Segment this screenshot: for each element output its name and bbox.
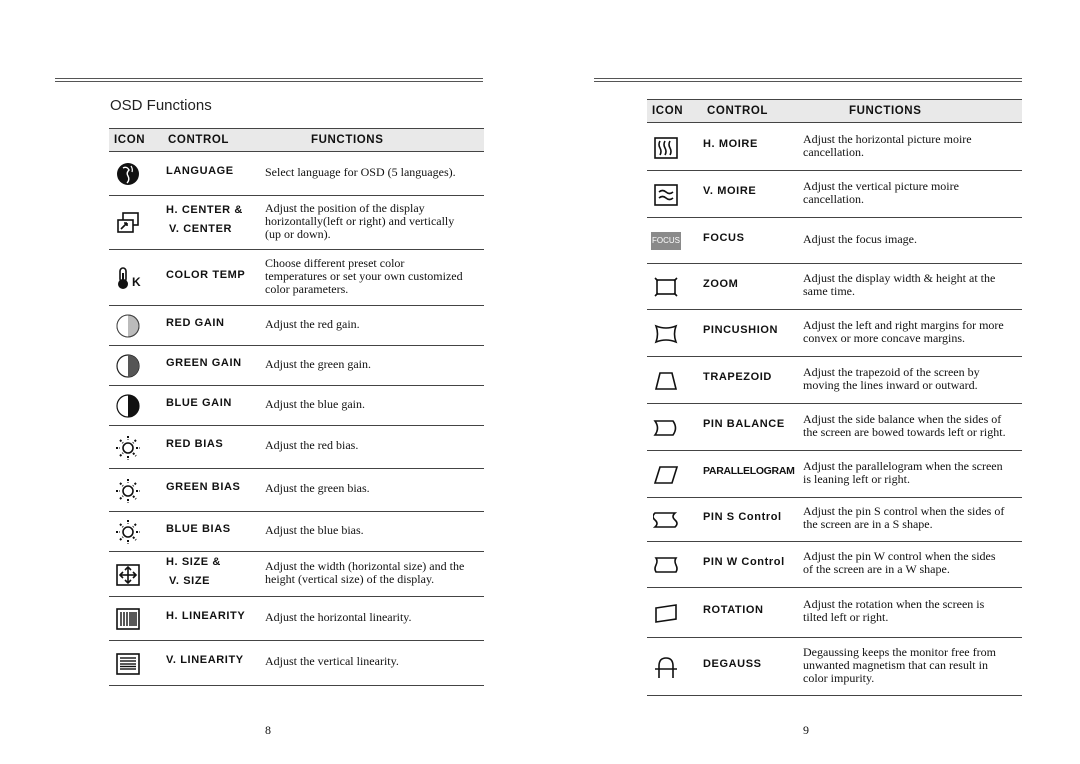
control-label: [166, 162, 234, 181]
table-row-h-linearity: [109, 597, 484, 641]
table-row-h-size: [109, 552, 484, 597]
page-number-right: 9: [803, 723, 809, 737]
function-line: tilted left or right.: [803, 610, 889, 624]
function-line: horizontally(left or right) and vertically: [265, 213, 455, 228]
function-description: [265, 166, 456, 179]
pin-balance-icon: [653, 415, 679, 441]
function-line: temperatures or set your own customized: [265, 268, 463, 283]
control-label-line: GREEN GAIN: [166, 356, 242, 369]
left-top-rule: [55, 78, 483, 82]
function-line: is leaning left or right.: [803, 471, 910, 486]
table-row-language: [109, 152, 484, 196]
function-line: Adjust the vertical linearity.: [265, 654, 399, 668]
function-description: [265, 655, 399, 668]
green-gain-icon: [115, 353, 141, 379]
function-line: Adjust the blue bias.: [265, 522, 364, 537]
blue-gain-icon: [115, 393, 141, 419]
table-row-h-moire: [647, 124, 1022, 171]
control-label-line: GREEN BIAS: [166, 481, 241, 493]
control-label-line: H. MOIRE: [703, 138, 758, 150]
control-label: [166, 478, 240, 497]
control-label: [703, 275, 738, 294]
control-label: [703, 655, 762, 674]
table-row-h-center: [109, 196, 484, 250]
parallelogram-icon: [653, 462, 679, 488]
center-icon: [115, 210, 141, 236]
function-description: [803, 366, 980, 392]
function-description: [803, 180, 959, 206]
control-label-line: FOCUS: [703, 231, 745, 244]
control-label: [703, 553, 785, 572]
zoom-icon: [653, 274, 679, 300]
function-line: Adjust the position of the display: [265, 200, 425, 215]
control-label-line: BLUE GAIN: [166, 396, 232, 409]
function-line: Adjust the red bias.: [265, 438, 359, 452]
table-row-zoom: [647, 264, 1022, 310]
control-label-line: H. CENTER &: [166, 204, 243, 216]
function-line: of the screen are in a W shape.: [803, 562, 950, 576]
function-line: Adjust the red gain.: [265, 316, 360, 331]
function-description: [265, 611, 412, 624]
v-moire-icon: [653, 182, 679, 208]
control-label-line: RED GAIN: [166, 316, 225, 329]
header-icon: ICON: [652, 105, 684, 117]
function-line: Adjust the horizontal linearity.: [265, 609, 412, 624]
pincushion-icon: [653, 321, 679, 347]
blue-bias-icon: [115, 519, 141, 545]
right-table-header: [647, 99, 1022, 123]
function-line: Adjust the pin S control when the sides of: [803, 504, 1005, 518]
red-gain-icon: [115, 313, 141, 339]
function-line: height (vertical size) of the display.: [265, 571, 435, 586]
svg-text:K: K: [132, 275, 141, 289]
function-description: [803, 505, 1004, 531]
table-row-pincushion: [647, 310, 1022, 357]
table-row-red-gain: [109, 306, 484, 346]
control-label: [703, 601, 764, 620]
table-row-green-gain: [109, 346, 484, 386]
table-row-parallelogram: [647, 451, 1022, 498]
size-icon: [115, 562, 141, 588]
function-line: Adjust the left and right margins for more: [803, 317, 1004, 332]
green-bias-icon: [115, 478, 141, 504]
control-label: [166, 201, 243, 239]
function-description: [265, 202, 454, 241]
function-line: Adjust the focus image.: [803, 231, 917, 246]
color-temp-icon: [115, 265, 141, 291]
left-table-header: [109, 128, 484, 152]
table-row-green-bias: [109, 469, 484, 512]
pin-w-icon: [653, 552, 679, 578]
control-label: [166, 553, 221, 591]
control-label-line: ZOOM: [703, 277, 739, 290]
control-label-line: RED BIAS: [166, 438, 224, 450]
table-row-red-bias: [109, 426, 484, 469]
header-functions: FUNCTIONS: [311, 134, 384, 146]
control-label-line: TRAPEZOID: [703, 371, 772, 383]
control-label: [166, 394, 232, 413]
header-control: CONTROL: [707, 105, 769, 117]
control-label-line: V. MOIRE: [703, 185, 757, 197]
red-bias-icon: [115, 435, 141, 461]
function-description: [803, 319, 1004, 345]
function-line: Adjust the rotation when the screen is: [803, 597, 985, 611]
control-label: [703, 182, 756, 201]
control-label-line: V. CENTER: [169, 223, 233, 235]
control-label: [166, 651, 244, 670]
control-label-line: COLOR TEMP: [166, 268, 246, 281]
function-description: [265, 482, 370, 495]
function-line: Adjust the trapezoid of the screen by: [803, 364, 980, 379]
degauss-icon: [653, 654, 679, 680]
function-description: [265, 318, 360, 331]
function-line: same time.: [803, 284, 855, 298]
function-line: the screen are bowed towards left or right.: [803, 424, 1006, 439]
function-line: Adjust the display width & height at the: [803, 271, 996, 285]
header-icon: ICON: [114, 134, 146, 146]
function-line: (up or down).: [265, 226, 331, 241]
table-row-pin-balance: [647, 404, 1022, 451]
control-label: [703, 462, 795, 481]
function-line: convex or more concave margins.: [803, 330, 966, 345]
v-linearity-icon: [115, 651, 141, 677]
control-label: [166, 266, 245, 285]
function-line: the screen are in a S shape.: [803, 517, 933, 531]
table-row-trapezoid: [647, 357, 1022, 404]
control-label: [703, 368, 772, 387]
control-label-line: PINCUSHION: [703, 324, 779, 336]
globe-icon: [115, 161, 141, 187]
focus-icon: FOCUS: [651, 232, 681, 250]
control-label-line: PARALLELOGRAM: [703, 465, 795, 477]
control-label-line: LANGUAGE: [166, 164, 234, 177]
table-row-rotation: [647, 588, 1022, 638]
control-label-line: PIN BALANCE: [703, 418, 785, 430]
header-functions: FUNCTIONS: [849, 105, 922, 117]
function-description: [803, 413, 1006, 439]
function-description: [803, 233, 917, 246]
control-label-line: PIN S Control: [703, 510, 782, 523]
function-line: Adjust the horizontal picture moire: [803, 131, 972, 146]
function-description: [265, 358, 371, 371]
table-row-pin-w-control: [647, 542, 1022, 588]
function-line: color impurity.: [803, 670, 875, 685]
function-description: [265, 398, 365, 411]
function-description: [803, 550, 996, 576]
function-line: Adjust the width (horizontal size) and the: [265, 558, 465, 573]
control-label-line: PIN W Control: [703, 555, 785, 568]
control-label-line: BLUE BIAS: [166, 522, 231, 535]
table-row-blue-bias: [109, 512, 484, 552]
function-line: Adjust the vertical picture moire: [803, 178, 959, 193]
page-number-left: 8: [265, 723, 271, 737]
control-label: [166, 520, 231, 539]
control-label-line: ROTATION: [703, 603, 764, 616]
function-description: [265, 439, 358, 452]
function-line: Adjust the parallelogram when the screen: [803, 458, 1003, 473]
table-row-pin-s-control: [647, 498, 1022, 542]
function-line: unwanted magnetism that can result in: [803, 657, 988, 672]
control-label: [703, 508, 782, 527]
function-description: [803, 460, 1003, 486]
table-row-v-linearity: [109, 641, 484, 686]
function-description: [265, 257, 463, 296]
function-description: [803, 272, 995, 298]
function-line: Adjust the pin W control when the sides: [803, 549, 996, 563]
h-moire-icon: [653, 135, 679, 161]
function-line: cancellation.: [803, 144, 864, 159]
control-label: [166, 314, 225, 333]
control-label-line: V. SIZE: [169, 574, 211, 587]
function-description: [265, 560, 464, 586]
table-row-blue-gain: [109, 386, 484, 426]
control-label-line: V. LINEARITY: [166, 654, 244, 666]
function-description: [803, 133, 972, 159]
control-label: [166, 354, 242, 373]
table-row-v-moire: [647, 171, 1022, 218]
header-control: CONTROL: [168, 134, 230, 146]
right-top-rule: [594, 78, 1022, 82]
control-label: [703, 321, 778, 340]
page-title: OSD Functions: [110, 97, 212, 114]
function-description: [803, 646, 996, 685]
function-line: Select language for OSD (5 languages).: [265, 164, 456, 179]
control-label: [703, 415, 785, 434]
pin-s-icon: [653, 507, 679, 533]
h-linearity-icon: [115, 606, 141, 632]
function-line: Adjust the green gain.: [265, 356, 371, 371]
function-line: Choose different preset color: [265, 255, 405, 270]
table-row-degauss: [647, 638, 1022, 696]
control-label-line: H. SIZE &: [166, 555, 221, 568]
rotation-icon: [653, 600, 679, 626]
function-description: [265, 524, 364, 537]
function-line: color parameters.: [265, 281, 349, 296]
control-label-line: DEGAUSS: [703, 657, 762, 670]
function-line: Adjust the green bias.: [265, 481, 370, 495]
trapezoid-icon: [653, 368, 679, 394]
function-line: moving the lines inward or outward.: [803, 377, 978, 392]
control-label: [703, 229, 745, 248]
control-label: [166, 435, 223, 454]
function-line: Degaussing keeps the monitor free from: [803, 644, 996, 659]
function-line: Adjust the side balance when the sides of: [803, 411, 1002, 426]
control-label-line: H. LINEARITY: [166, 609, 246, 622]
control-label: [166, 607, 245, 626]
function-line: Adjust the blue gain.: [265, 396, 365, 411]
table-row-color-temp: [109, 250, 484, 306]
table-row-focus: [647, 218, 1022, 264]
function-description: [803, 598, 984, 624]
control-label: [703, 135, 758, 154]
function-line: cancellation.: [803, 191, 864, 206]
